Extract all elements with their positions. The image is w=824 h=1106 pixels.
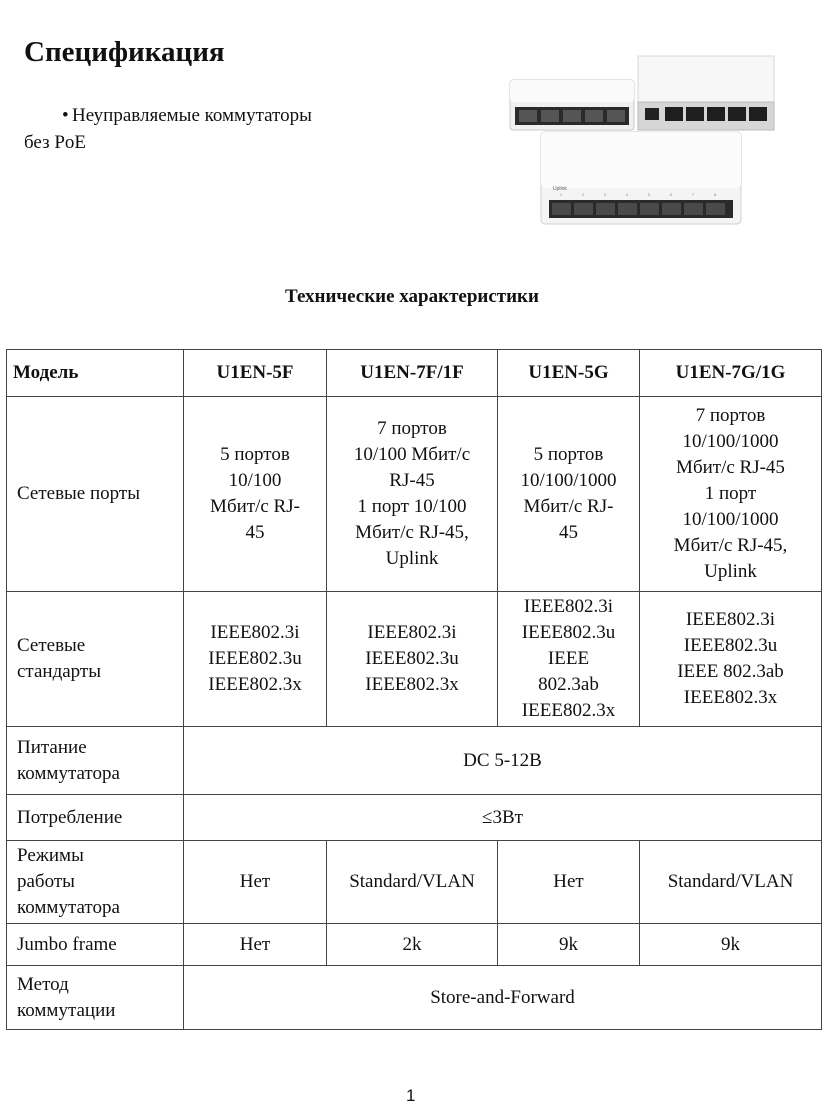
page-title: Спецификация — [24, 36, 225, 68]
section-subtitle: Технические характеристики — [285, 286, 539, 307]
table-row-jumbo — [7, 924, 822, 966]
modes-cell: Standard/VLAN — [640, 841, 822, 924]
switch-photo-5port — [510, 80, 634, 130]
product-photos — [505, 52, 775, 230]
ports-cell: 5 портов 10/100/1000 Мбит/с RJ- 45 — [498, 397, 640, 592]
row-label: Метод коммутации — [7, 966, 184, 1030]
port-number-label: 1 — [559, 192, 563, 197]
row-label: Сетевые порты — [7, 397, 184, 592]
table-row-modes — [7, 841, 822, 924]
port-number-label: 5 — [647, 192, 651, 197]
standards-cell: IEEE802.3i IEEE802.3u IEEE 802.3ab IEEE802.3x — [498, 592, 640, 727]
port-number-label: 7 — [691, 192, 695, 197]
modes-cell: Standard/VLAN — [327, 841, 498, 924]
table-row-method — [7, 966, 822, 1030]
table-row-power — [7, 727, 822, 795]
table-row-consumption — [7, 795, 822, 841]
method-cell: Store-and-Forward — [184, 966, 822, 1030]
power-cell: DC 5-12В — [184, 727, 822, 795]
row-label: Режимы работы коммутатора — [7, 841, 184, 924]
row-label: Питание коммутатора — [7, 727, 184, 795]
uplink-port-label: Uplink — [553, 186, 567, 192]
model-header: U1EN-7G/1G — [640, 350, 822, 397]
bullet-text-line2: без PoE — [24, 132, 87, 153]
modes-cell: Нет — [184, 841, 327, 924]
bullet-text-line1: Неуправляемые коммутаторы — [72, 105, 312, 126]
port-number-label: 3 — [603, 192, 607, 197]
standards-cell: IEEE802.3i IEEE802.3u IEEE 802.3ab IEEE802.3x — [640, 592, 822, 727]
port-number-label: 8 — [713, 192, 717, 197]
ports-cell: 7 портов 10/100/1000 Мбит/с RJ-45 1 порт 10/100/1000 Мбит/с RJ-45, Uplink — [640, 397, 822, 592]
table-row-ports — [7, 397, 822, 592]
jumbo-cell: 9k — [640, 924, 822, 966]
table-row-standards — [7, 592, 822, 727]
jumbo-cell: 2k — [327, 924, 498, 966]
port-number-label: 6 — [669, 192, 673, 197]
model-header: U1EN-7F/1F — [327, 350, 498, 397]
switch-photo-5port-alt — [638, 56, 774, 130]
ports-cell: 5 портов 10/100 Мбит/с RJ- 45 — [184, 397, 327, 592]
switch-photo-8port — [541, 132, 741, 224]
jumbo-cell: 9k — [498, 924, 640, 966]
consumption-cell: ≤3Вт — [184, 795, 822, 841]
page-number: 1 — [406, 1086, 416, 1105]
ports-cell: 7 портов 10/100 Мбит/с RJ-45 1 порт 10/100 Мбит/с RJ-45, Uplink — [327, 397, 498, 592]
standards-cell: IEEE802.3i IEEE802.3u IEEE802.3x — [327, 592, 498, 727]
port-number-label: 2 — [581, 192, 585, 197]
modes-cell: Нет — [498, 841, 640, 924]
bullet-list-item — [24, 102, 424, 156]
row-label: Потребление — [7, 795, 184, 841]
standards-cell: IEEE802.3i IEEE802.3u IEEE802.3x — [184, 592, 327, 727]
row-label: Сетевые стандарты — [7, 592, 184, 727]
port-number-label: 4 — [625, 192, 629, 197]
model-label: Модель — [7, 350, 184, 397]
table-header-row — [7, 350, 822, 397]
bullet-marker: • — [62, 105, 69, 126]
model-header: U1EN-5G — [498, 350, 640, 397]
row-label: Jumbo frame — [7, 924, 184, 966]
jumbo-cell: Нет — [184, 924, 327, 966]
model-header: U1EN-5F — [184, 350, 327, 397]
spec-table — [6, 349, 822, 1030]
